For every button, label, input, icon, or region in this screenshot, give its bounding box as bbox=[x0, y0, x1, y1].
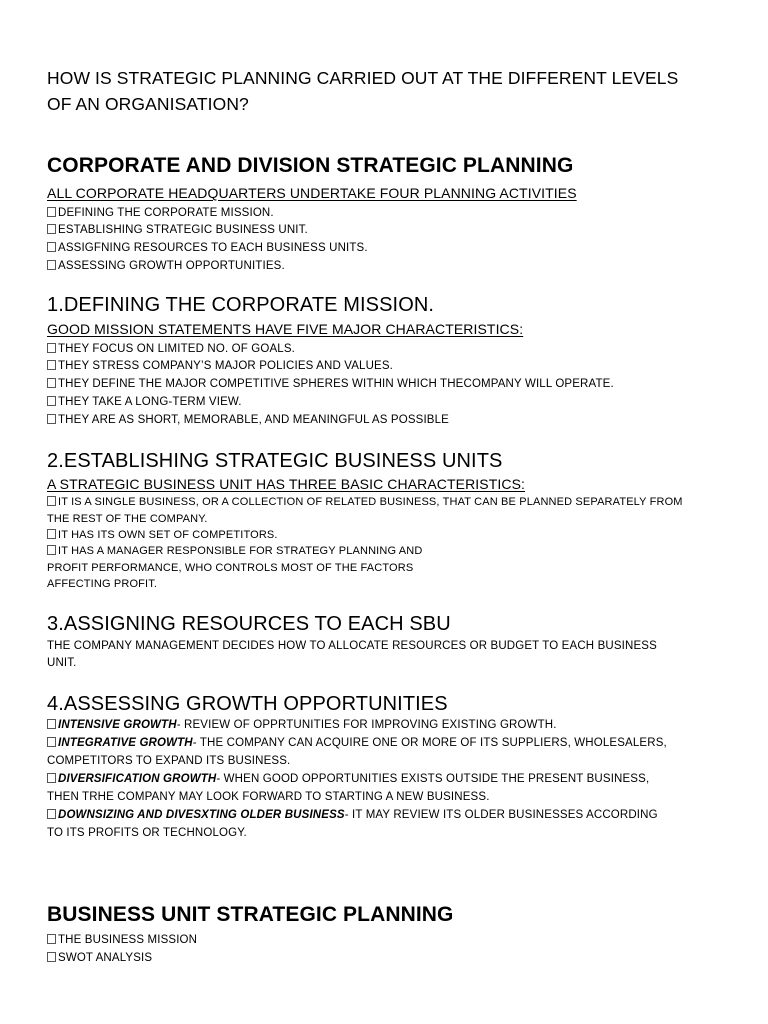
list-item: IT HAS ITS OWN SET OF COMPETITORS. bbox=[47, 529, 278, 541]
list-item: ASSESSING GROWTH OPPORTUNITIES. bbox=[47, 260, 285, 272]
bullet-icon bbox=[47, 260, 56, 270]
section-heading-resources: 3.ASSIGNING RESOURCES TO EACH SBU bbox=[47, 613, 451, 635]
bullet-icon bbox=[47, 496, 56, 506]
section-heading-growth: 4.ASSESSING GROWTH OPPORTUNITIES bbox=[47, 693, 448, 715]
list-item: THEY DEFINE THE MAJOR COMPETITIVE SPHERES WITHIN WHICH THECOMPANY WILL OPERATE. bbox=[47, 378, 614, 390]
list-item-continuation: PROFIT PERFORMANCE, WHO CONTROLS MOST OF THE FACTORS bbox=[47, 562, 414, 574]
bullet-icon bbox=[47, 545, 56, 555]
list-item-continuation: TO ITS PROFITS OR TECHNOLOGY. bbox=[47, 827, 247, 839]
list-item: DOWNSIZING AND DIVESXTING OLDER BUSINESS- IT MAY REVIEW ITS OLDER BUSINESSES ACCORDING bbox=[47, 809, 658, 821]
list-item-continuation: THEN TRHE COMPANY MAY LOOK FORWARD TO STARTING A NEW BUSINESS. bbox=[47, 791, 490, 803]
list-item-continuation: AFFECTING PROFIT. bbox=[47, 578, 158, 590]
list-item: IT HAS A MANAGER RESPONSIBLE FOR STRATEGY PLANNING AND bbox=[47, 545, 422, 557]
list-item: INTEGRATIVE GROWTH- THE COMPANY CAN ACQUIRE ONE OR MORE OF ITS SUPPLIERS, WHOLESALERS, bbox=[47, 737, 667, 749]
bullet-icon bbox=[47, 242, 56, 252]
list-item: ESTABLISHING STRATEGIC BUSINESS UNIT. bbox=[47, 224, 308, 236]
question-line-2: OF AN ORGANISATION? bbox=[47, 94, 249, 114]
bullet-icon bbox=[47, 343, 56, 353]
paragraph-line: UNIT. bbox=[47, 657, 77, 669]
bullet-icon bbox=[47, 809, 56, 819]
bullet-icon bbox=[47, 414, 56, 424]
bullet-icon bbox=[47, 934, 56, 944]
section-heading-sbu: 2.ESTABLISHING STRATEGIC BUSINESS UNITS bbox=[47, 450, 503, 472]
section-subheading-mission: GOOD MISSION STATEMENTS HAVE FIVE MAJOR CHARACTERISTICS: bbox=[47, 321, 524, 337]
bullet-icon bbox=[47, 952, 56, 962]
bullet-icon bbox=[47, 773, 56, 783]
list-item: THEY FOCUS ON LIMITED NO. OF GOALS. bbox=[47, 343, 295, 355]
section-heading-business-unit: BUSINESS UNIT STRATEGIC PLANNING bbox=[47, 903, 454, 926]
question-line-1: HOW IS STRATEGIC PLANNING CARRIED OUT AT THE DIFFERENT LEVELS bbox=[47, 68, 679, 88]
bullet-icon bbox=[47, 719, 56, 729]
list-item: ASSIGFNING RESOURCES TO EACH BUSINESS UNITS. bbox=[47, 242, 368, 254]
bullet-icon bbox=[47, 529, 56, 539]
list-item: THEY ARE AS SHORT, MEMORABLE, AND MEANINGFUL AS POSSIBLE bbox=[47, 414, 449, 426]
list-item: THE BUSINESS MISSION bbox=[47, 934, 197, 946]
bullet-icon bbox=[47, 737, 56, 747]
section-subheading-sbu: A STRATEGIC BUSINESS UNIT HAS THREE BASIC CHARACTERISTICS: bbox=[47, 476, 525, 492]
list-item: THEY TAKE A LONG-TERM VIEW. bbox=[47, 396, 242, 408]
section-heading-mission: 1.DEFINING THE CORPORATE MISSION. bbox=[47, 294, 435, 316]
list-item: DIVERSIFICATION GROWTH- WHEN GOOD OPPORTUNITIES EXISTS OUTSIDE THE PRESENT BUSINESS, bbox=[47, 773, 649, 785]
section-subheading-corporate: ALL CORPORATE HEADQUARTERS UNDERTAKE FOUR PLANNING ACTIVITIES bbox=[47, 185, 577, 201]
list-item: THEY STRESS COMPANY’S MAJOR POLICIES AND VALUES. bbox=[47, 360, 393, 372]
bullet-icon bbox=[47, 396, 56, 406]
list-item: INTENSIVE GROWTH- REVIEW OF OPPRTUNITIES FOR IMPROVING EXISTING GROWTH. bbox=[47, 719, 557, 731]
bullet-icon bbox=[47, 224, 56, 234]
paragraph-line: THE COMPANY MANAGEMENT DECIDES HOW TO ALLOCATE RESOURCES OR BUDGET TO EACH BUSINESS bbox=[47, 640, 657, 652]
section-heading-corporate: CORPORATE AND DIVISION STRATEGIC PLANNING bbox=[47, 154, 574, 177]
list-item: DEFINING THE CORPORATE MISSION. bbox=[47, 207, 274, 219]
list-item: IT IS A SINGLE BUSINESS, OR A COLLECTION OF RELATED BUSINESS, THAT CAN BE PLANNED SEPARATELY FROM bbox=[47, 496, 683, 508]
bullet-icon bbox=[47, 360, 56, 370]
list-item-continuation: COMPETITORS TO EXPAND ITS BUSINESS. bbox=[47, 755, 291, 767]
bullet-icon bbox=[47, 378, 56, 388]
bullet-icon bbox=[47, 207, 56, 217]
list-item-continuation: THE REST OF THE COMPANY. bbox=[47, 513, 208, 525]
list-item: SWOT ANALYSIS bbox=[47, 952, 152, 964]
